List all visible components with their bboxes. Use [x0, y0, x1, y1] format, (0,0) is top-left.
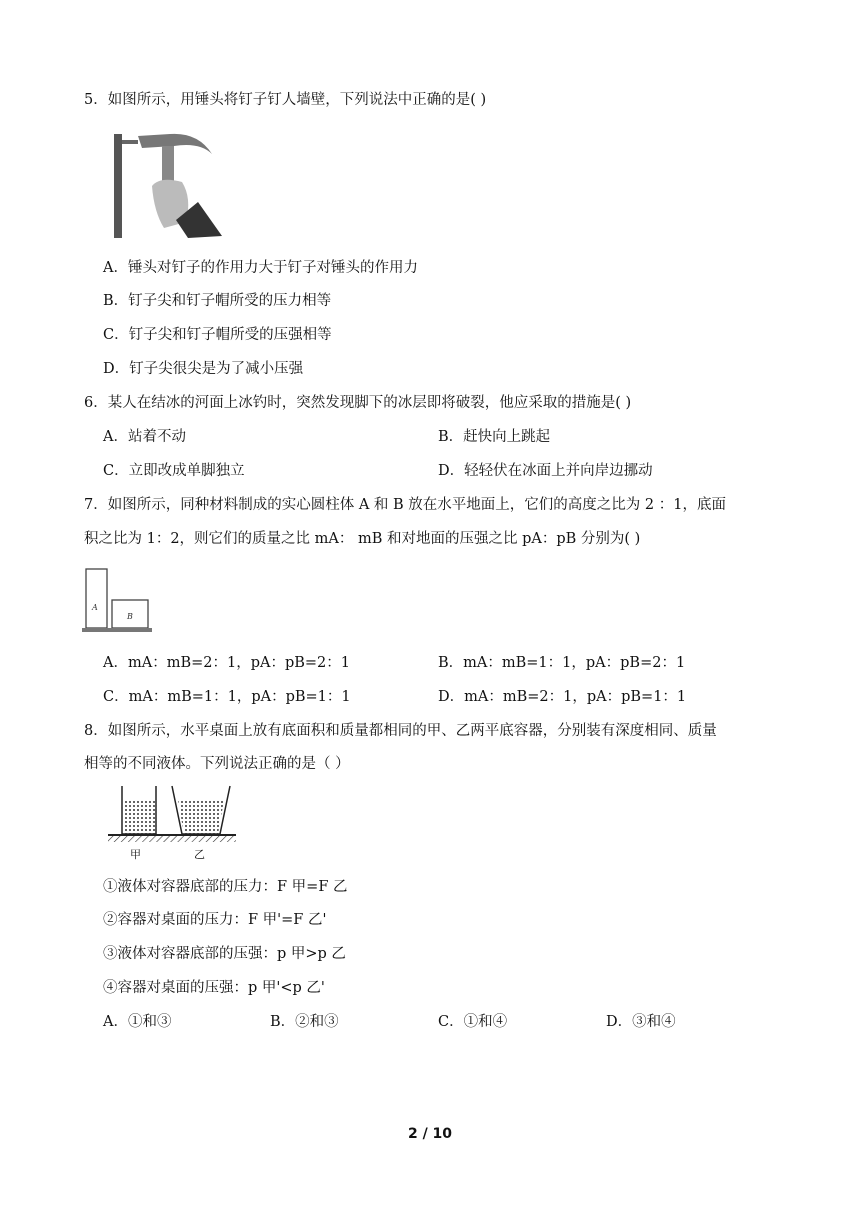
q8-statement-2: ②容器对桌面的压力：F 甲'=F 乙' — [103, 912, 327, 928]
ground-shape — [82, 628, 152, 632]
q5-option-d: D．钉子尖很尖是为了减小压强 — [103, 361, 304, 377]
q5-option-c: C．钉子尖和钉子帽所受的压强相等 — [103, 327, 332, 343]
q8-option-a: A．①和③ — [103, 1014, 172, 1030]
q7-option-a: A．mA：mB=2：1，pA：pB=2：1 — [103, 655, 350, 671]
cylinder-a-shape — [86, 569, 107, 628]
nail-shape — [122, 140, 138, 144]
q7-stem-line2: 积之比为 1：2，则它们的质量之比 mA： mB 和对地面的压强之比 pA：pB 分别为( ) — [84, 531, 641, 547]
q6-option-b: B．赶快向上跳起 — [438, 429, 551, 445]
label-b: B — [127, 612, 133, 621]
q5-stem: 5．如图所示，用锤头将钉子钉人墙壁，下列说法中正确的是( ) — [84, 92, 487, 108]
q6-stem: 6．某人在结冰的河面上冰钓时，突然发现脚下的冰层即将破裂，他应采取的措施是( ) — [84, 395, 632, 411]
q7-option-d: D．mA：mB=2：1，pA：pB=1：1 — [438, 689, 687, 705]
q8-option-c: C．①和④ — [438, 1014, 508, 1030]
cylinders-figure — [82, 566, 152, 634]
q5-option-b: B．钉子尖和钉子帽所受的压力相等 — [103, 293, 332, 309]
q8-statement-1: ①液体对容器底部的压力：F 甲=F 乙 — [103, 879, 348, 895]
containers-figure — [108, 784, 236, 864]
q8-stem-line2: 相等的不同液体。下列说法正确的是（ ） — [84, 756, 350, 772]
q6-option-c: C．立即改成单脚独立 — [103, 463, 245, 479]
hammer-head-shape — [138, 134, 212, 154]
q8-statement-4: ④容器对桌面的压强：p 甲'<p 乙' — [103, 980, 325, 996]
q7-option-c: C．mA：mB=1：1，pA：pB=1：1 — [103, 689, 351, 705]
q5-option-a: A．锤头对钉子的作用力大于钉子对锤头的作用力 — [103, 260, 418, 276]
q8-option-d: D．③和④ — [606, 1014, 676, 1030]
liquid-yi-shape — [178, 800, 224, 834]
q8-statement-3: ③液体对容器底部的压强：p 甲>p 乙 — [103, 946, 346, 962]
table-top-shape — [108, 834, 236, 836]
q8-option-b: B．②和③ — [270, 1014, 339, 1030]
label-yi: 乙 — [194, 848, 205, 861]
label-jia: 甲 — [130, 848, 141, 861]
label-a: A — [92, 603, 98, 612]
q8-stem-line1: 8．如图所示，水平桌面上放有底面积和质量都相同的甲、乙两平底容器，分别装有深度相同、质量 — [84, 723, 717, 739]
q6-option-d: D．轻轻伏在冰面上并向岸边挪动 — [438, 463, 653, 479]
wall-shape — [114, 134, 122, 238]
q7-option-b: B．mA：mB=1：1，pA：pB=2：1 — [438, 655, 686, 671]
liquid-jia-shape — [123, 800, 155, 834]
q7-stem-line1: 7．如图所示，同种材料制成的实心圆柱体 A 和 B 放在水平地面上，它们的高度之比为 2 ：1，底面 — [84, 497, 726, 513]
q6-option-a: A．站着不动 — [103, 429, 186, 445]
hammer-nail-figure — [112, 128, 224, 240]
page-number: 2 / 10 — [407, 1126, 453, 1142]
table-hatch-shape — [108, 836, 236, 842]
